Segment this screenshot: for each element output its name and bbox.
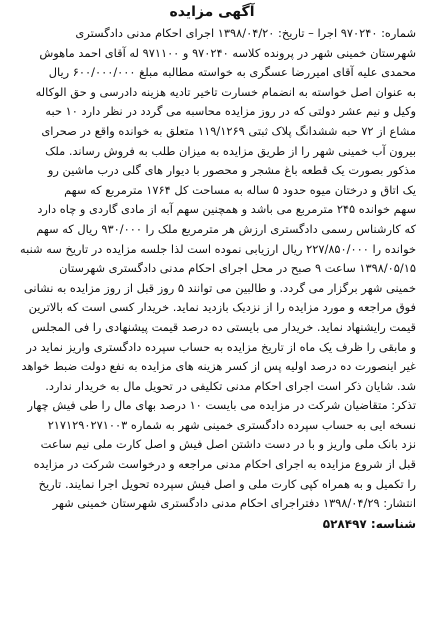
notice-line: نزد بانک ملی واریز و با در دست داشتن اصل فیش و اصل کارت ملی نیم ساعت <box>40 437 416 452</box>
notice-line: فوق مراجعه و مورد مزایده را از نزدیک بازدید نماید. خریدار کسی است که بالاترین <box>28 300 416 315</box>
notice-line: را تکمیل و به همراه کپی کارت ملی و اصل فیش سپرده تحویل اجرا نمایند. تاریخ <box>38 476 416 491</box>
notice-line: به عنوان اصل خواسته به انضمام خسارت تاخیر تادیه هزینه دادرسی و حق الوکاله <box>35 84 416 99</box>
notice-line: غیر اینصورت ده درصد اولیه پس از کسر هزینه های مزایده به نفع دولت ضبط خواهد <box>21 359 416 374</box>
notice-line: قیمت رایشنهاد نماید. خریدار می بایستی ده درصد قیمت پیشنهادی را فی المجلس <box>31 319 416 334</box>
notice-line: یک اتاق و درختان میوه حدود ۵ ساله به مساحت کل ۱۷۶۴ مترمربع که سهم <box>64 182 416 197</box>
notice-line: ۱۳۹۸/۰۵/۱۵ ساعت ۹ صبح در محل اجرای احکام مدنی دادگستری شهرستان <box>59 261 416 276</box>
notice-line: شد. شایان ذکر است اجرای احکام مدنی تکلیفی در تحویل مال به خریدار ندارد. <box>45 378 416 393</box>
notice-id: شناسه: ۵۲۸۴۹۷ <box>322 516 416 531</box>
notice-line: خوانده را ۲۲۷/۸۵۰/۰۰۰ ریال ارزیابی نموده است لذا جلسه مزایده در تاریخ سه شنبه <box>20 241 416 256</box>
notice-line: و مابقی را ظرف یک ماه از تاریخ مزایده به حساب سپرده دادگستری واریز نماید در <box>26 339 416 354</box>
notice-line: قبل از شروع مزایده به اجرای احکام مدنی مراجعه و درخواست شرکت در مزایده <box>33 457 416 472</box>
notice-line: محمدی علیه آقای امیررضا عسگری به خواسته مطالبه مبلغ ۶۰۰/۰۰۰/۰۰۰ ریال <box>48 65 416 80</box>
notice-line: خمینی شهر برگزار می گردد. و طالبین می توانند ۵ روز قبل از روز مزایده به نشانی <box>23 280 416 295</box>
notice-line: انتشار: ۱۳۹۸/۰۴/۲۹ دفتراجرای احکام مدنی دادگستری شهرستان خمینی شهر <box>52 496 416 511</box>
notice-line: بیرون آب خمینی شهر را از طریق مزایده به میزان طلب به فروش رساند. ملک <box>45 143 416 158</box>
notice-line: شماره: ۹۷۰۲۴۰ اجرا – تاریخ: ۱۳۹۸/۰۴/۲۰ اجرای احکام مدنی دادگستری <box>75 26 416 40</box>
notice-line: وکیل و نیم عشر دولتی که در روز مزایده محاسبه می گردد در نظر دارد ۱۰ حبه <box>45 104 416 119</box>
notice-line: شهرستان خمینی شهر در پرونده کلاسه ۹۷۰۲۴۰ و ۹۷۱۱۰۰ له آقای احمد ماهوش <box>39 45 416 60</box>
notice-line: مذکور بصورت یک قطعه باغ مشجر و محصور با دیوار های گلی درب ماشین رو <box>47 163 416 178</box>
notice-title: آگهی مزایده <box>169 4 255 20</box>
notice-line: مشاع از ۷۲ حبه ششدانگ پلاک ثبتی ۱۱۹/۱۲۶۹ متعلق به خوانده واقع در صحرای <box>41 123 416 138</box>
notice-body <box>8 24 416 514</box>
notice-line: تذکر: متقاضیان شرکت در مزایده می بایست ۱۰ درصد بهای مال را طی فیش چهار <box>27 398 416 413</box>
notice-line: که کارشناس رسمی دادگستری ارزش هر مترمربع ملک را ۹۳۰/۰۰۰ ریال که سهم <box>36 221 416 236</box>
notice-line: سهم خوانده ۲۴۵ مترمربع می باشد و همچنین سهم آبه از مادی گاردی و چاه دارد <box>37 202 416 217</box>
notice-line: نسخه ایی به حساب سپرده دادگستری خمینی شهر به شماره ۲۱۷۱۲۹۰۲۷۱۰۰۳ <box>47 417 416 432</box>
